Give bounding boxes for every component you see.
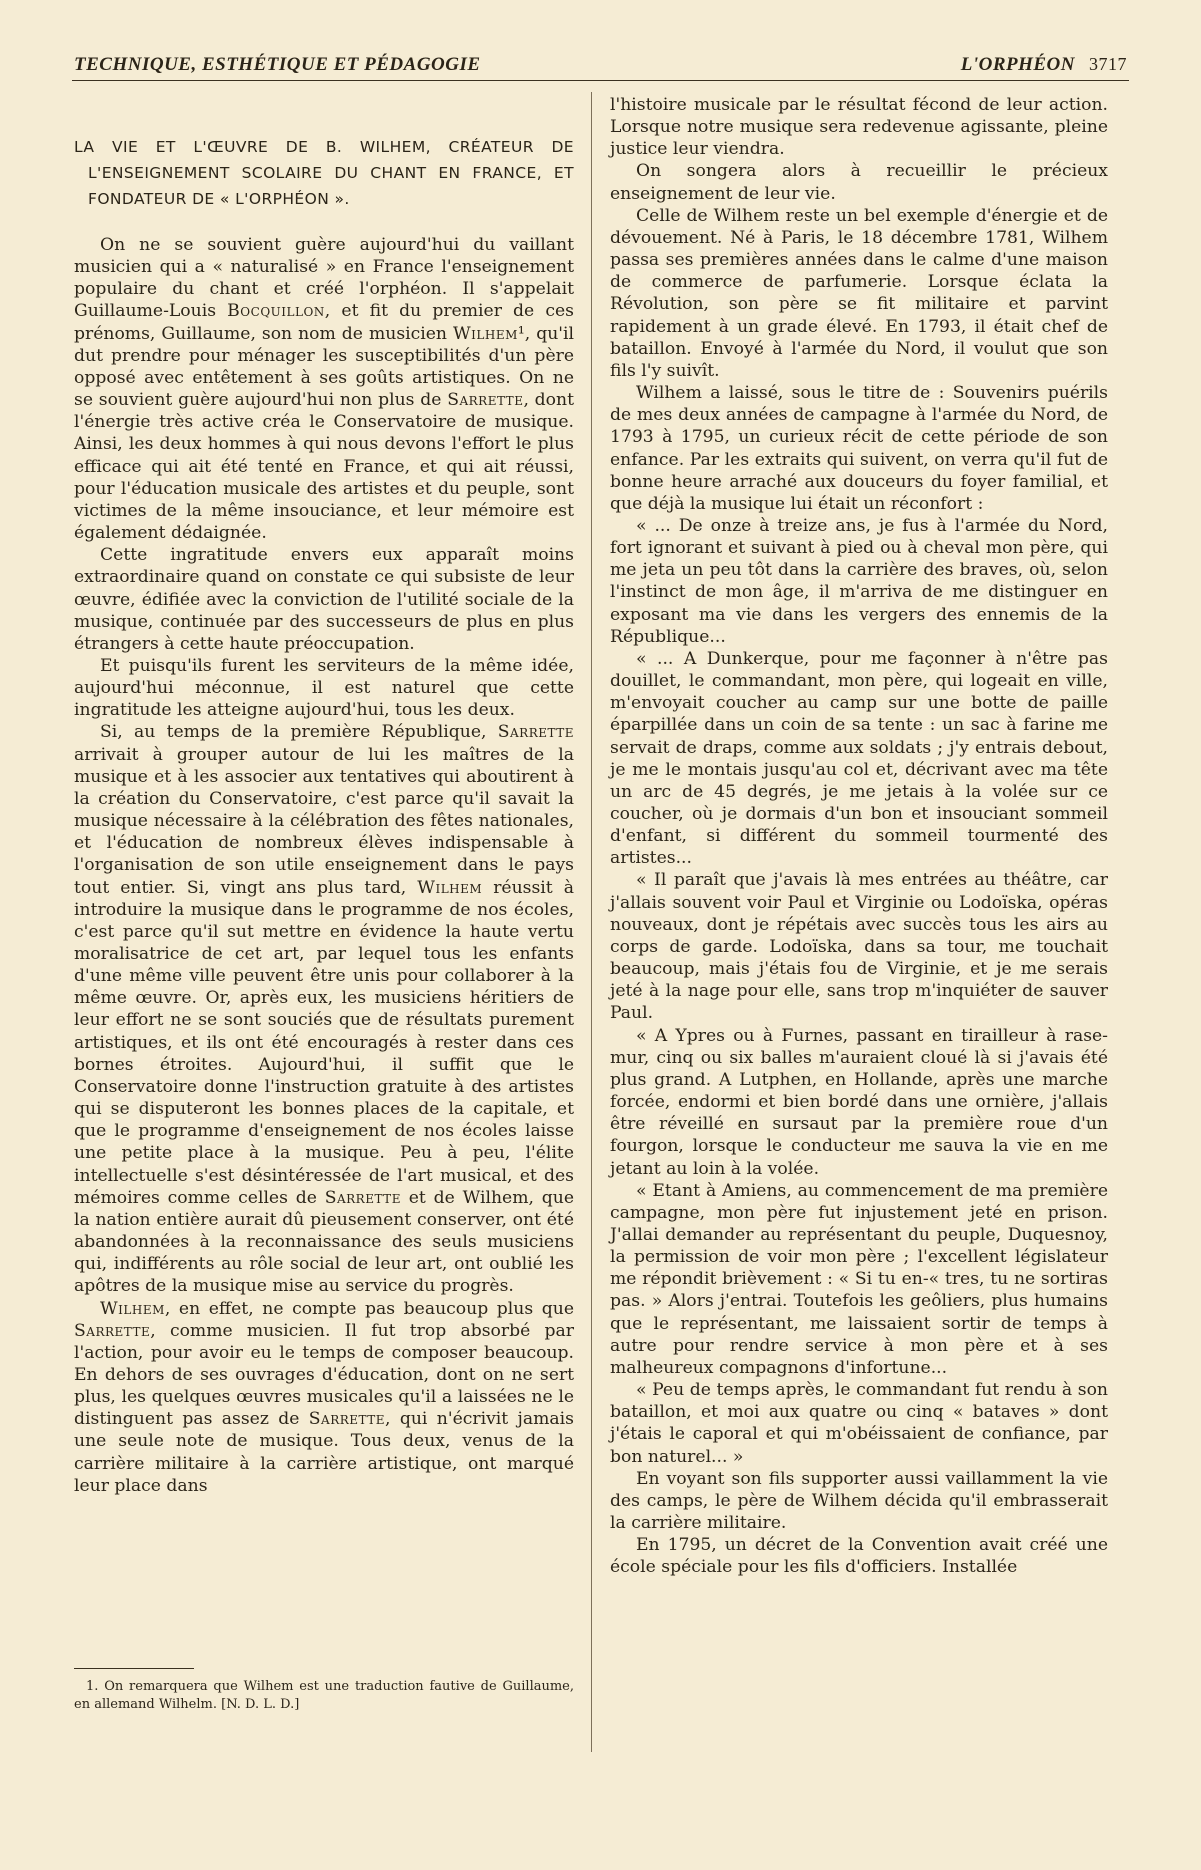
paragraph: Si, au temps de la première République, Sarrette arrivait à grouper autour de lui les maîtres de la musique et à les associer aux tentatives qui aboutirent à la création du Conservatoire, c'est parce qu'il savait la musique nécessaire à la célébration des fêtes nationales, et l'éducation de nombreux élèves indispensable à l'organisation de son utile enseignement dans le pays tout entier. Si, vingt ans plus tard, Wilhem réussit à introduire la musique dans le programme de nos écoles, c'est parce qu'il sut mettre en évidence la haute vertu moralisatrice de cet art, par lequel tous les enfants d'une même ville peuvent être unis pour collaborer à la même œuvre. Or, après eux, les musiciens héritiers de leur effort ne se sont souciés que de résultats purement artistiques, et ils ont été encouragés à rester dans ces bornes étroites. Aujourd'hui, il suffit que le Conservatoire donne l'instruction gratuite à des artistes qui se disputeront les bonnes places de la capitale, et que le programme d'enseignement de nos écoles laisse une petite place à la musique. Peu à peu, l'élite intellectuelle s'est désintéressée de l'art musical, et des mémoires comme celles de Sarrette et de Wilhem, que la nation entière aurait dû pieusement conserver, ont été abandonnées à la reconnaissance des seuls musiciens qui, indifférents au rôle social de leur art, ont oublié les apôtres de la musique mise au service du progrès. bbox=[74, 722, 574, 1297]
page-number: 3717 bbox=[1089, 54, 1127, 74]
paragraph: On songera alors à recueillir le précieux enseignement de leur vie. bbox=[610, 161, 1108, 204]
footnote-rule bbox=[74, 1668, 194, 1669]
journal-title: L'ORPHÉON bbox=[960, 54, 1075, 75]
quote-paragraph: « Etant à Amiens, au commencement de ma première campagne, mon père fut injustement jeté en prison. J'allai demander au représentant du peuple, Duquesnoy, la permission de voir mon père ; l'excellent législateur me répondit brièvement : « Si tu en-« tres, tu ne sortiras pas. » Alors j'entrai. Toutefois les geôliers, plus humains que le représentant, me laissaient sortir de temps à autre pour rendre service à mon père et à ses malheureux compagnons d'infortune... bbox=[610, 1180, 1108, 1378]
article-title: LA VIE ET L'ŒUVRE DE B. WILHEM, CRÉATEUR DE L'ENSEIGNEMENT SCOLAIRE DU CHANT EN FRANCE, ET FONDATEUR DE « L'ORPHÉON ». bbox=[74, 138, 574, 208]
paragraph: On ne se souvient guère aujourd'hui du vaillant musicien qui a « naturalisé » en France l'enseignement populaire du chant et créé l'orphéon. Il s'appelait Guillaume-Louis Bocquillon, et fit du premier de ces prénoms, Guillaume, son nom de musicien Wilhem¹, qu'il dut prendre pour ménager les susceptibilités d'un père opposé avec entêtement à ses goûts artistiques. On ne se souvient guère aujourd'hui non plus de Sarrette, dont l'énergie très active créa le Conservatoire de musique. Ainsi, les deux hommes à qui nous devons l'effort le plus efficace qui ait été tenté en France, et qui ait réussi, pour l'éducation musicale des artistes et du peuple, sont victimes de la même insouciance, et leur mémoire est également dédaignée. bbox=[74, 235, 574, 544]
paragraph: En voyant son fils supporter aussi vaillamment la vie des camps, le père de Wilhem décida qu'il embrasserait la carrière militaire. bbox=[610, 1468, 1108, 1533]
quote-paragraph: « Peu de temps après, le commandant fut rendu à son bataillon, et moi aux quatre ou cinq « bataves » dont j'étais le caporal et qui m'obéissaient de confiance, par bon naturel... » bbox=[610, 1380, 1108, 1467]
quote-paragraph: « ... De onze à treize ans, je fus à l'armée du Nord, fort ignorant et suivant à pied ou à cheval mon père, qui me jeta un peu tôt dans la carrière des braves, où, selon l'instinct de mon âge, il m'arriva de me distinguer en exposant ma vie dans les vergers des ennemis de la République... bbox=[610, 515, 1108, 647]
running-head-section: TECHNIQUE, ESTHÉTIQUE ET PÉDAGOGIE bbox=[74, 54, 481, 75]
left-column bbox=[74, 134, 574, 1497]
paragraph: En 1795, un décret de la Convention avait créé une école spéciale pour les fils d'officiers. Installée bbox=[610, 1535, 1108, 1578]
paragraph: l'histoire musicale par le résultat fécond de leur action. Lorsque notre musique sera redevenue agissante, pleine justice leur viendra. bbox=[610, 95, 1108, 160]
paragraph: Wilhem, en effet, ne compte pas beaucoup plus que Sarrette, comme musicien. Il fut trop absorbé par l'action, pour avoir eu le temps de composer beaucoup. En dehors de ses ouvrages d'éducation, dont on ne sert plus, les quelques œuvres musicales qu'il a laissées ne le distinguent pas assez de Sarrette, qui n'écrivit jamais une seule note de musique. Tous deux, venus de la carrière militaire à la carrière artistique, ont marqué leur place dans bbox=[74, 1298, 574, 1496]
paragraph: Et puisqu'ils furent les serviteurs de la même idée, aujourd'hui méconnue, il est naturel que cette ingratitude les atteigne aujourd'hui, tous les deux. bbox=[74, 655, 574, 721]
paragraph: Wilhem a laissé, sous le titre de : Souvenirs puérils de mes deux années de campagne à l'armée du Nord, de 1793 à 1795, un curieux récit de cette période de son enfance. Par les extraits qui suivent, on verra qu'il fut de bonne heure arraché aux douceurs du foyer familial, et que déjà la musique lui était un réconfort : bbox=[610, 383, 1108, 514]
column-divider bbox=[591, 92, 592, 1752]
quote-paragraph: « ... A Dunkerque, pour me façonner à n'être pas douillet, le commandant, mon père, qui logeait en ville, m'envoyait coucher au camp sur une botte de paille éparpillée dans un coin de sa tente : un sac à farine me servait de draps, comme aux soldats ; j'y entrais debout, je me le montais jusqu'au col et, décrivant avec ma tête un arc de 45 degrés, je me jetais à la volée sur ce coucher, où je dormais d'un bon et insouciant sommeil d'enfant, si différent du sommeil tourmenté des artistes... bbox=[610, 648, 1108, 869]
right-column bbox=[610, 94, 1108, 1578]
running-head bbox=[72, 52, 1129, 81]
quote-paragraph: « A Ypres ou à Furnes, passant en tirailleur à rase-mur, cinq ou six balles m'auraient cloué là si j'avais été plus grand. A Lutphen, en Hollande, après une marche forcée, endormi et bien bordé dans une ornière, j'allais être réveillé en sursaut par la première roue d'un fourgon, lorsque le conducteur me sauva la vie en me jetant au loin à la volée. bbox=[610, 1025, 1108, 1179]
quote-paragraph: « Il paraît que j'avais là mes entrées au théâtre, car j'allais souvent voir Paul et Virginie ou Lodoïska, opéras nouveaux, dont je répétais avec succès tous les airs au corps de garde. Lodoïska, dans sa tour, me touchait beaucoup, mais j'étais fou de Virginie, et je me serais jeté à la nage pour elle, sans trop m'inquiéter de sauver Paul. bbox=[610, 870, 1108, 1024]
paragraph: Celle de Wilhem reste un bel exemple d'énergie et de dévouement. Né à Paris, le 18 décembre 1781, Wilhem passa ses premières années dans le calme d'une maison de commerce de parfumerie. Lorsque éclata la Révolution, son père se fit militaire et parvint rapidement à un grade élevé. En 1793, il était chef de bataillon. Envoyé à l'armée du Nord, il voulut que son fils l'y suivît. bbox=[610, 205, 1108, 381]
paragraph: Cette ingratitude envers eux apparaît moins extraordinaire quand on constate ce qui subsiste de leur œuvre, édifiée avec la conviction de l'utilité sociale de la musique, continuée par des successeurs de plus en plus étrangers à cette haute préoccupation. bbox=[74, 545, 574, 654]
footnote: 1. On remarquera que Wilhem est une traduction fautive de Guillaume, en allemand Wilhelm. [N. D. L. D.] bbox=[74, 1679, 574, 1712]
running-head-journal bbox=[961, 54, 1127, 76]
